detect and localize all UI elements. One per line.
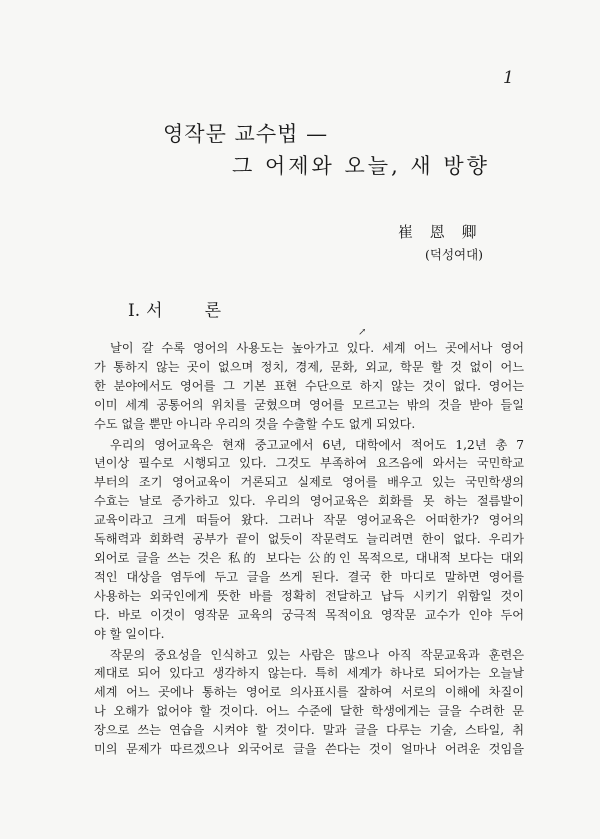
paragraph-3-line-5: 장으로 쓰는 연습을 시켜야 할 것이다. 말과 글을 다루는 기술, 스타일, 취 [94, 723, 524, 738]
paragraph-2-line-7: 외어로 글을 쓰는 것은 私的 보다는 公的인 목적으로, 대내적 보다는 대외 [94, 550, 524, 565]
paragraph-2-line-11: 야 할 일이다. [94, 626, 165, 641]
paragraph-2-line-1: 우리의 영어교육은 현재 중고교에서 6년, 대학에서 적어도 1,2년 총 7 [110, 437, 524, 452]
page-number: 1 [503, 68, 514, 88]
body-text [94, 339, 524, 759]
section-numeral: I. [128, 301, 141, 321]
paragraph-2-line-6: 독해력과 회화력 공부가 끝이 없듯이 작문력도 늘리려면 한이 없다. 우리가 [94, 532, 524, 547]
section-title-char-1: 서 [146, 301, 163, 321]
paragraph-2-line-2: 년이상 필수로 시행되고 있다. 그것도 부족하여 요즈음에 와서는 국민학교 [94, 456, 524, 471]
author-name: 崔 恩 卿 [398, 223, 483, 241]
paragraph-1-line-4: 이미 세계 공통어의 위치를 굳혔으며 영어를 모르고는 밖의 것을 받아 들일 [94, 397, 524, 412]
stray-mark: ↗ [358, 327, 367, 338]
paragraph-1-line-5: 수도 없을 뿐만 아니라 우리의 것을 수출할 수도 없게 되었다. [94, 416, 416, 431]
author-affiliation: (덕성여대) [425, 247, 484, 262]
title-line-2: 그 어제와 오늘, 새 방향 [232, 154, 490, 178]
paragraph-2-line-4: 수효는 날로 증가하고 있다. 우리의 영어교육은 회화를 못 하는 절름발이 [94, 494, 524, 509]
paragraph-3-line-1: 작문의 중요성을 인식하고 있는 사람은 많으나 아직 작문교육과 훈련은 [110, 647, 524, 662]
paragraph-1-line-2: 가 통하지 않는 곳이 없으며 정치, 경제, 문화, 외교, 학문 할 것 없이 어느 [94, 359, 524, 374]
paragraph-3-line-6: 미의 문제가 따르겠으나 외국어로 글을 쓴다는 것이 얼마나 어려운 것임을 [94, 742, 524, 757]
section-heading [128, 296, 221, 321]
title-line-1: 영작문 교수법 — [163, 122, 329, 146]
paragraph-1-line-1: 날이 갈 수록 영어의 사용도는 높아가고 있다. 세계 어느 곳에서나 영어 [110, 341, 524, 355]
paragraph-3-line-4: 나 오해가 없어야 할 것이다. 어느 수준에 달한 학생에게는 글을 수려한 문 [94, 704, 524, 719]
paragraph-2-line-10: 다. 바로 이것이 영작문 교육의 궁극적 목적이요 영작문 교수가 인야 두어 [94, 607, 524, 622]
paragraph-2-line-3: 부터의 조기 영어교육이 거론되고 실제로 영어를 배우고 있는 국민학생의 [94, 475, 524, 490]
paragraph-2-line-8: 적인 대상을 염두에 두고 글을 쓰게 된다. 결국 한 마디로 말하면 영어를 [94, 569, 524, 584]
paragraph-1-line-3: 한 분야에서도 영어를 그 기본 표현 수단으로 하지 않는 것이 없다. 영어는 [94, 378, 524, 393]
paragraph-2-line-9: 사용하는 외국인에게 뜻한 바를 정확히 전달하고 납득 시키기 위함일 것이 [94, 588, 524, 603]
paragraph-2-line-5: 교육이라고 크게 떠들어 왔다. 그러나 작문 영어교육은 어떠한가? 영어의 [94, 513, 524, 528]
section-title-char-2: 론 [204, 301, 221, 321]
paragraph-3-line-2: 제대로 되어 있다고 생각하지 않는다. 특히 세계가 하나로 되어가는 오늘날 [94, 666, 524, 681]
paragraph-3-line-3: 세계 어느 곳에나 통하는 영어로 의사표시를 잘하여 서로의 이해에 차질이 [94, 685, 524, 700]
